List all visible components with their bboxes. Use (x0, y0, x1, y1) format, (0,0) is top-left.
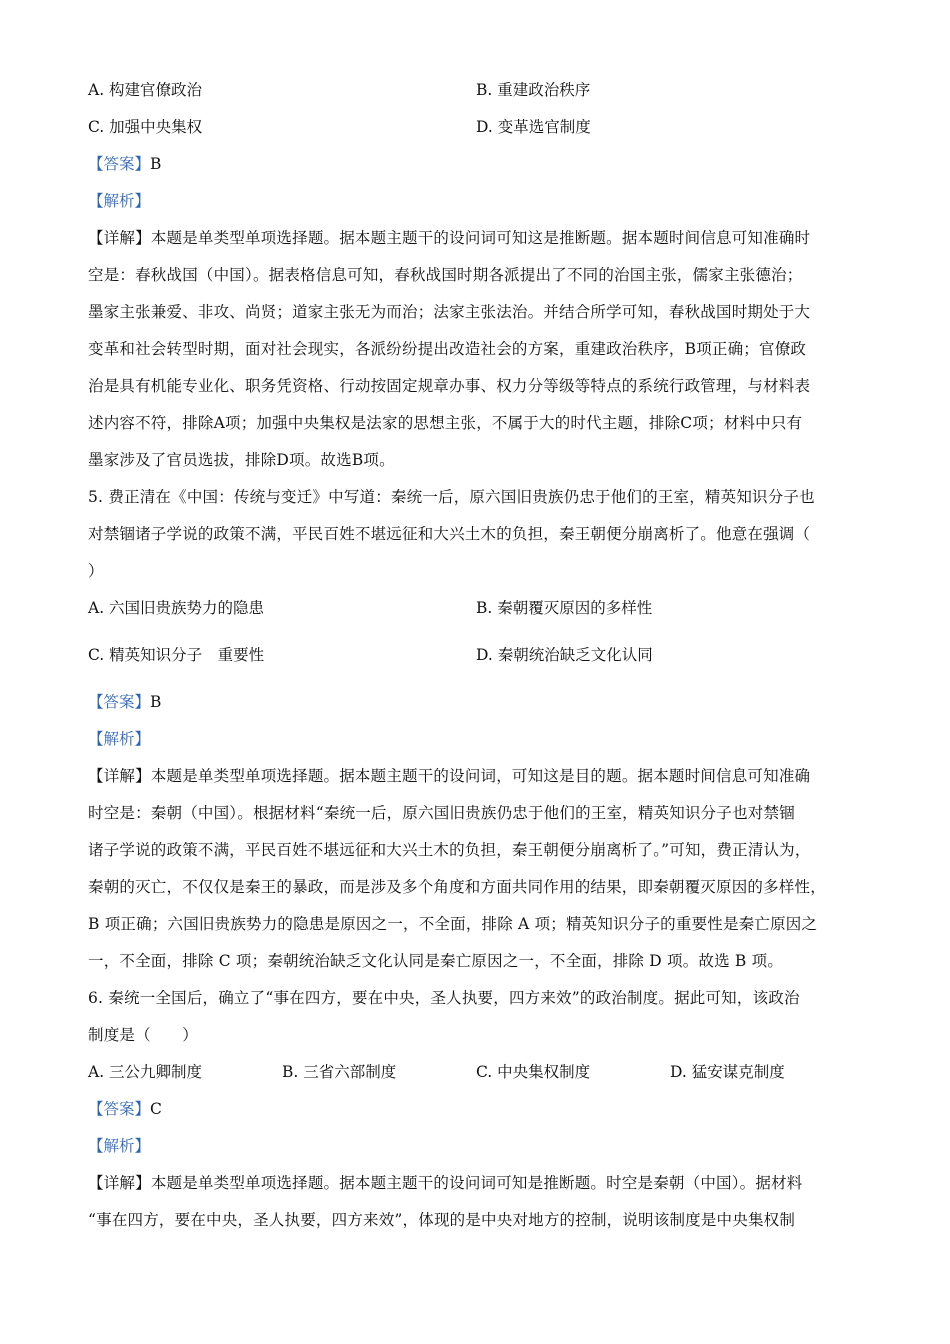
q5-option-a: A. 六国旧贵族势力的隐患 (88, 599, 265, 617)
q4-options-row-2 (88, 109, 866, 146)
answer-label: 【答案】 (88, 693, 151, 711)
q6-option-b: B. 三省六部制度 (282, 1063, 397, 1081)
answer-label: 【答案】 (88, 155, 151, 173)
detail-label: 【详解】 (88, 767, 151, 785)
detail-line: 述内容不符，排除A项；加强中央集权是法家的思想主张，不属于大的时代主题，排除C项；材料中只有 (88, 414, 803, 432)
q6-answer (88, 1091, 866, 1128)
stem-line: 6. 秦统一全国后，确立了“事在四方，要在中央，圣人执要，四方来效”的政治制度。据此可知，该政治 (88, 989, 800, 1007)
detail-line: “事在四方，要在中央，圣人执要，四方来效”，体现的是中央对地方的控制，说明该制度是中央集权制 (88, 1211, 796, 1229)
q6-analysis-label: 【解析】 (88, 1137, 151, 1155)
q5-option-c: C. 精英知识分子 重要性 (88, 646, 265, 664)
q4-option-a: A. 构建官僚政治 (88, 81, 203, 99)
q4-option-d: D. 变革选官制度 (476, 118, 591, 136)
detail-line: 秦朝的灭亡，不仅仅是秦王的暴政，而是涉及多个角度和方面共同作用的结果，即秦朝覆灭原因的多样性， (88, 878, 826, 896)
detail-line: 空是：春秋战国（中国）。据表格信息可知，春秋战国时期各派提出了不同的治国主张，儒家主张德治； (88, 266, 803, 284)
q4-answer (88, 146, 866, 183)
detail-line: 墨家主张兼爱、非攻、尚贤；道家主张无为而治；法家主张法治。并结合所学可知，春秋战国时期处于大 (88, 303, 811, 321)
answer-value: C (150, 1100, 162, 1118)
q5-analysis-label: 【解析】 (88, 730, 151, 748)
q5-detail (88, 758, 866, 980)
detail-label: 【详解】 (88, 1174, 151, 1192)
q4-option-b: B. 重建政治秩序 (476, 81, 591, 99)
detail-line: 本题是单类型单项选择题。据本题主题干的设问词可知是推断题。时空是秦朝（中国）。据材料 (150, 1174, 803, 1192)
detail-line: 变革和社会转型时期，面对社会现实，各派纷纷提出改造社会的方案，重建政治秩序，B项正确；官僚政 (88, 340, 807, 358)
stem-line: 制度是（ ） (88, 1026, 198, 1044)
stem-line: ） (88, 562, 104, 580)
q5-stem (88, 479, 866, 590)
detail-line: 一，不全面，排除 C 项；秦朝统治缺乏文化认同是秦亡原因之一，不全面，排除 D 项。故选 B 项。 (88, 952, 784, 970)
q6-options-row (88, 1054, 866, 1091)
q4-option-c: C. 加强中央集权 (88, 118, 203, 136)
q4-options-row-1 (88, 72, 866, 109)
q5-answer (88, 684, 866, 721)
detail-line: 时空是：秦朝（中国）。根据材料“秦统一后，原六国旧贵族仍忠于他们的王室，精英知识分子也对禁锢 (88, 804, 795, 822)
q4-analysis-label: 【解析】 (88, 192, 151, 210)
stem-line: 对禁锢诸子学说的政策不满，平民百姓不堪远征和大兴土木的负担，秦王朝便分崩离析了。他意在强调（ (88, 525, 811, 543)
answer-value: B (150, 693, 162, 711)
q5-option-b: B. 秦朝覆灭原因的多样性 (476, 599, 653, 617)
q4-detail (88, 220, 866, 479)
q5-option-d: D. 秦朝统治缺乏文化认同 (476, 646, 653, 664)
stem-line: 5. 费正清在《中国：传统与变迁》中写道：秦统一后，原六国旧贵族仍忠于他们的王室，精英知识分子也 (88, 488, 815, 506)
detail-line: 治是具有机能专业化、职务凭资格、行动按固定规章办事、权力分等级等特点的系统行政管理，与材料表 (88, 377, 811, 395)
q6-detail (88, 1165, 866, 1239)
answer-value: B (150, 155, 162, 173)
q6-option-a: A. 三公九卿制度 (88, 1063, 203, 1081)
q6-option-c: C. 中央集权制度 (476, 1063, 591, 1081)
detail-line: 本题是单类型单项选择题。据本题主题干的设问词可知这是推断题。据本题时间信息可知准确时 (150, 229, 811, 247)
detail-line: B 项正确；六国旧贵族势力的隐患是原因之一，不全面，排除 A 项；精英知识分子的重要性是秦亡原因之 (88, 915, 818, 933)
detail-line: 诸子学说的政策不满，平民百姓不堪远征和大兴土木的负担，秦王朝便分崩离析了。”可知，费正清认为， (88, 841, 811, 859)
q6-stem (88, 980, 866, 1054)
detail-label: 【详解】 (88, 229, 151, 247)
document-page (88, 72, 866, 1239)
answer-label: 【答案】 (88, 1100, 151, 1118)
q5-options-row-2 (88, 637, 866, 674)
q6-option-d: D. 猛安谋克制度 (670, 1063, 785, 1081)
q5-options-row-1 (88, 590, 866, 627)
detail-line: 墨家涉及了官员选拔，排除D项。故选B项。 (88, 451, 395, 469)
detail-line: 本题是单类型单项选择题。据本题主题干的设问词，可知这是目的题。据本题时间信息可知准确 (150, 767, 811, 785)
